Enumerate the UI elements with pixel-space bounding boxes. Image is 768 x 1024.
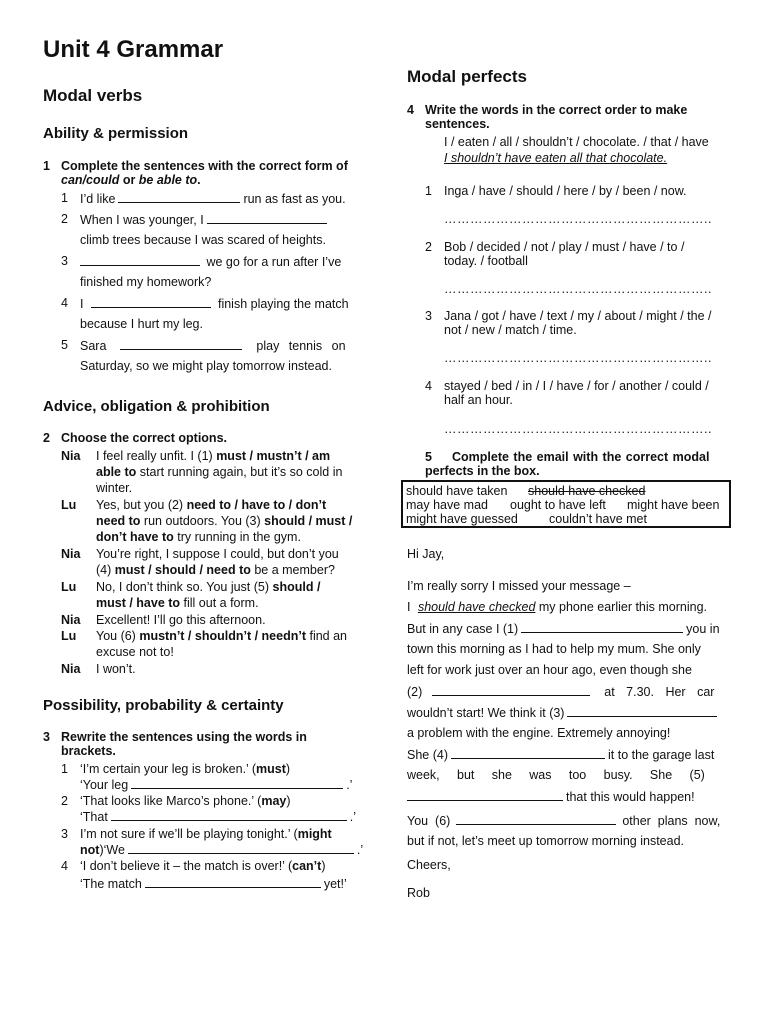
word-box-item-used: should have checked [528,484,646,498]
exercise-instruction-line2 [61,173,201,188]
scrambled-words: Bob / decided / not / play / must / have / to / [444,240,685,254]
keyword: can’t [292,859,322,873]
exercise-instruction: Complete the sentences with the correct form of [61,159,348,173]
answer-line [80,777,352,793]
dialogue-text: try running in the gym. [173,530,301,544]
scrambled-words-line2: today. / football [444,254,528,268]
dialogue-line: winter. [96,481,133,495]
answer-suffix: .’ [356,843,364,857]
dialogue-line [96,629,347,644]
option-choices[interactable]: able to [96,465,137,479]
dialogue-line [96,563,335,578]
email-text-span: it to the garage last [608,748,715,762]
answer-blank[interactable] [207,212,327,224]
heading-ability-permission: Ability & permission [43,125,189,142]
option-choices[interactable]: must / have to [96,596,181,610]
exercise-instruction-line2: sentences. [425,117,490,131]
answer-blank[interactable] [80,254,200,266]
email-line [407,705,720,721]
option-choices[interactable]: need to [96,514,141,528]
list-item [80,794,291,809]
example-answer: I shouldn’t have eaten all that chocolate. [444,151,668,165]
item-number: 4 [61,296,68,310]
dialogue-line [96,465,342,480]
item-number: 1 [425,184,432,198]
answer-line [80,876,347,892]
option-choices[interactable]: mustn’t / shouldn’t / needn’t [139,629,306,643]
item-text: run as fast as you. [243,192,346,206]
email-text-span: I [407,600,414,614]
list-item [80,296,349,312]
answer-blank[interactable] [456,813,616,825]
word-box-item: may have mad [406,498,488,512]
email-line: but if not, let’s meet up tomorrow morning instead. [407,834,684,848]
dialogue-text: (4) [96,563,115,577]
answer-dotted-line[interactable]: …………………………………………………….. [444,422,712,436]
item-number: 3 [425,309,432,323]
example-question: I / eaten / all / shouldn’t / chocolate. / that / have [444,135,709,149]
list-item [80,338,346,354]
item-number: 3 [61,254,68,268]
answer-blank[interactable] [91,296,211,308]
unit-title: Unit 4 Grammar [43,36,224,63]
email-text-span: But in any case I (1) [407,622,519,636]
speaker-name: Nia [61,449,81,463]
item-text: I’d like [80,192,116,206]
answer-suffix: .’ [349,810,357,824]
word-box-item: ought to have left [510,498,606,512]
punct: ) [99,843,104,857]
item-continuation: finished my homework? [80,275,212,289]
answer-prefix: ‘We [103,843,125,857]
email-text-span: You (6) [407,814,451,828]
answer-blank[interactable] [145,876,321,888]
email-text-span: you in [686,622,720,636]
scrambled-words-line2: not / new / match / time. [444,323,577,337]
item-text: finish playing the match [217,297,349,311]
punct: ) [286,794,291,808]
item-continuation: Saturday, so we might play tomorrow instead. [80,359,332,373]
item-number: 2 [61,794,68,808]
answer-blank[interactable] [131,777,343,789]
section-title-modal-perfects: Modal perfects [407,67,527,86]
dialogue-line [96,514,352,529]
dialogue-text: You (6) [96,629,140,643]
list-item [80,254,341,270]
punct: ) [321,859,326,873]
keyword: may [261,794,287,808]
dialogue-text: run outdoors. You (3) [140,514,265,528]
list-item [80,212,330,228]
email-text-span: wouldn’t start! We think it (3) [407,706,565,720]
exercise-instruction: Choose the correct options. [61,431,227,445]
email-text-span: (2) [407,685,423,699]
email-line: town this morning as I had to help my mum. She only [407,642,701,656]
answer-prefix: ‘That [80,810,108,824]
list-item [80,827,332,842]
keyword: might [297,827,332,841]
answer-blank[interactable] [111,809,347,821]
answer-blank[interactable] [451,747,605,759]
email-text-span: at 7.30. Her car [604,685,715,699]
heading-possibility: Possibility, probability & certainty [43,697,284,714]
dialogue-line [96,498,326,513]
exercise-number: 5 [425,450,432,464]
answer-suffix: yet!’ [323,877,347,891]
dialogue-text: No, I don’t think so. You just (5) [96,580,273,594]
dialogue-text: fill out a form. [180,596,259,610]
answer-dotted-line[interactable]: …………………………………………………….. [444,351,712,365]
item-number: 1 [61,191,68,205]
answer-suffix: .’ [346,778,353,792]
exercise-number: 3 [43,730,50,744]
answer-blank[interactable] [118,191,240,203]
item-text: ‘I’m certain your leg is broken.’ ( [80,762,256,776]
item-text: I [80,297,84,311]
heading-advice-obligation: Advice, obligation & prohibition [43,398,270,415]
option-choices[interactable]: need to / have to / don’t [186,498,327,512]
answer-blank[interactable] [407,789,563,801]
dialogue-text: Yes, but you (2) [96,498,187,512]
email-line [407,789,695,805]
email-text-span: my phone earlier this morning. [535,600,708,614]
answer-dotted-line[interactable]: …………………………………………………….. [444,282,712,296]
email-signature: Rob [407,886,430,900]
email-line: a problem with the engine. Extremely annoying! [407,726,671,740]
connector: or [119,173,139,187]
item-number: 4 [425,379,432,393]
word-box-item: couldn’t have met [549,512,647,526]
exercise-number: 2 [43,431,50,445]
keyword: must [256,762,286,776]
option-choices[interactable]: should / [272,580,321,594]
option-choices[interactable]: should / must / [264,514,353,528]
speaker-name: Lu [61,580,77,594]
email-text-span: that this would happen! [566,790,695,804]
speaker-name: Nia [61,613,81,627]
keyword: can/could [61,173,120,187]
item-text: When I was younger, I [80,213,204,227]
email-line [407,600,707,615]
exercise-number: 4 [407,103,414,117]
keyword: be able to [138,173,198,187]
exercise-instruction: Write the words in the correct order to make [425,103,688,117]
item-number: 2 [425,240,432,254]
email-greeting: Hi Jay, [407,547,445,561]
scrambled-words: Inga / have / should / here / by / been / now. [444,184,687,198]
answer-prefix: ‘The match [80,877,142,891]
scrambled-words: stayed / bed / in / I / have / for / another / could / [444,379,709,393]
scrambled-words-line2: half an hour. [444,393,513,407]
answer-line [80,809,356,825]
punct: . [197,173,201,187]
dialogue-line: You’re right, I suppose I could, but don’t you [96,547,339,561]
answer-blank[interactable] [128,842,354,854]
answer-blank[interactable] [521,621,683,633]
dialogue-line [96,580,320,595]
email-line [407,621,720,637]
exercise-number: 1 [43,159,50,173]
answer-prefix: ‘Your leg [80,778,129,792]
item-text: I’m not sure if we’ll be playing tonight.’ ( [80,827,298,841]
answer-blank[interactable] [432,684,590,696]
option-choices[interactable]: must / mustn’t / am [216,449,331,463]
answer-dotted-line[interactable]: …………………………………………………….. [444,212,712,226]
item-text: Sara [80,339,107,353]
email-signoff: Cheers, [407,858,451,872]
answer-blank[interactable] [567,705,717,717]
dialogue-line: Excellent! I’ll go this afternoon. [96,613,266,627]
email-line: week, but she was too busy. She (5) [407,768,705,782]
example-answer: should have checked [417,600,536,614]
dialogue-text: be a member? [250,563,335,577]
word-box-item: might have guessed [406,512,518,526]
item-number: 1 [61,762,68,776]
dialogue-line: excuse not to! [96,645,174,659]
dialogue-line: I won’t. [96,662,136,676]
dialogue-text: start running again, but it’s so cold in [136,465,343,479]
item-number: 4 [61,859,68,873]
email-line: left for work just over an hour ago, even though she [407,663,692,677]
email-text-span: other plans now, [622,814,721,828]
exercise-instruction-line2: brackets. [61,744,116,758]
item-text: we go for a run after I’ve [206,255,342,269]
option-choices[interactable]: must / should / need to [114,563,251,577]
dialogue-line [96,530,301,545]
exercise-instruction: Complete the email with the correct modal [452,450,710,464]
item-text: ‘That looks like Marco’s phone.’ ( [80,794,262,808]
exercise-instruction-line2: perfects in the box. [425,464,540,478]
email-line [407,747,714,763]
speaker-name: Lu [61,498,77,512]
scrambled-words: Jana / got / have / text / my / about / might / the / [444,309,712,323]
list-item [80,859,326,874]
email-line [407,684,714,700]
dialogue-text: find an [306,629,348,643]
keyword: not [80,843,100,857]
answer-blank[interactable] [120,338,242,350]
section-title-modal-verbs: Modal verbs [43,86,143,105]
dialogue-text: I feel really unfit. I (1) [96,449,217,463]
item-number: 2 [61,212,68,226]
item-number: 5 [61,338,68,352]
item-text: ‘I don’t believe it – the match is over!’ ( [80,859,293,873]
email-line [407,813,720,829]
word-box-item: might have been [627,498,720,512]
option-choices[interactable]: don’t have to [96,530,174,544]
dialogue-line [96,596,259,611]
item-text: play tennis on [256,339,346,353]
exercise-instruction: Rewrite the sentences using the words in [61,730,307,744]
list-item [80,762,290,777]
list-item [80,191,346,207]
speaker-name: Nia [61,547,81,561]
speaker-name: Nia [61,662,81,676]
punct: ) [285,762,291,776]
item-continuation: because I hurt my leg. [80,317,203,331]
item-continuation: climb trees because I was scared of heights. [80,233,326,247]
item-number: 3 [61,827,68,841]
speaker-name: Lu [61,629,77,643]
word-box-item: should have taken [406,484,508,498]
dialogue-line [96,449,330,464]
email-line: I’m really sorry I missed your message – [407,579,631,593]
email-text-span: She (4) [407,748,448,762]
answer-line [80,842,363,858]
